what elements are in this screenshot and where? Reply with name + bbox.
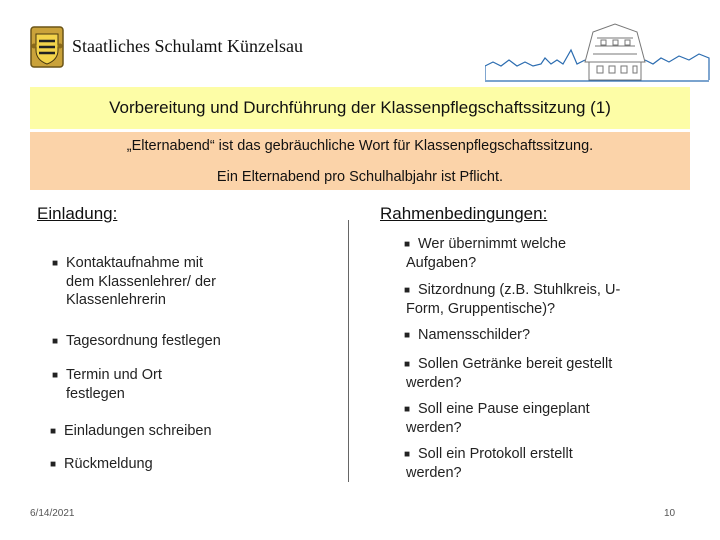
bullet-icon: ■	[50, 459, 57, 470]
bullet-icon: ■	[404, 285, 411, 296]
bullet-icon: ■	[404, 404, 411, 415]
left-item-date-place: ■ Termin und Ort festlegen	[52, 367, 162, 402]
left-item-invitations: ■ Einladungen schreiben	[50, 423, 212, 439]
town-skyline-sketch-icon	[485, 20, 710, 82]
right-item-tasks: ■ Wer übernimmt welche Aufgaben?	[404, 236, 567, 271]
coat-of-arms-icon	[30, 26, 64, 68]
page-number: 10	[664, 508, 676, 519]
bullet-icon: ■	[52, 258, 59, 269]
left-heading: Einladung:	[37, 204, 118, 223]
right-heading: Rahmenbedingungen:	[380, 204, 548, 223]
bullet-icon: ■	[52, 370, 59, 381]
right-item-break: ■ Soll eine Pause eingeplant werden?	[404, 401, 590, 436]
bullet-icon: ■	[404, 239, 411, 250]
header-title: Staatliches Schulamt Künzelsau	[72, 36, 303, 56]
left-item-feedback: ■ Rückmeldung	[50, 456, 153, 472]
bullet-icon: ■	[50, 426, 57, 437]
left-item-contact: ■ Kontaktaufnahme mit dem Klassenlehrer/ der Klassenlehrerin	[52, 255, 216, 308]
right-item-minutes: ■ Soll ein Protokoll erstellt werden?	[404, 446, 573, 481]
bullet-icon: ■	[52, 336, 59, 347]
info-banner	[30, 132, 690, 190]
bullet-icon: ■	[404, 359, 411, 370]
bullet-icon: ■	[404, 330, 411, 341]
right-item-nametags: ■ Namensschilder?	[404, 327, 531, 343]
right-item-seating: ■ Sitzordnung (z.B. Stuhlkreis, U- Form, Gruppentische)?	[404, 282, 621, 317]
right-item-drinks: ■ Sollen Getränke bereit gestellt werden?	[404, 356, 613, 391]
left-item-agenda: ■ Tagesordnung festlegen	[52, 333, 221, 349]
title-banner	[30, 87, 690, 129]
column-divider	[348, 220, 349, 482]
info-line-2: Ein Elternabend pro Schulhalbjahr ist Pflicht.	[216, 169, 504, 185]
info-line-1: „Elternabend“ ist das gebräuchliche Wort für Klassenpflegschaftssitzung.	[126, 138, 594, 154]
bullet-icon: ■	[404, 449, 411, 460]
footer-date: 6/14/2021	[30, 508, 75, 519]
slide-title: Vorbereitung und Durchführung der Klassenpflegschaftssitzung (1)	[109, 98, 611, 117]
